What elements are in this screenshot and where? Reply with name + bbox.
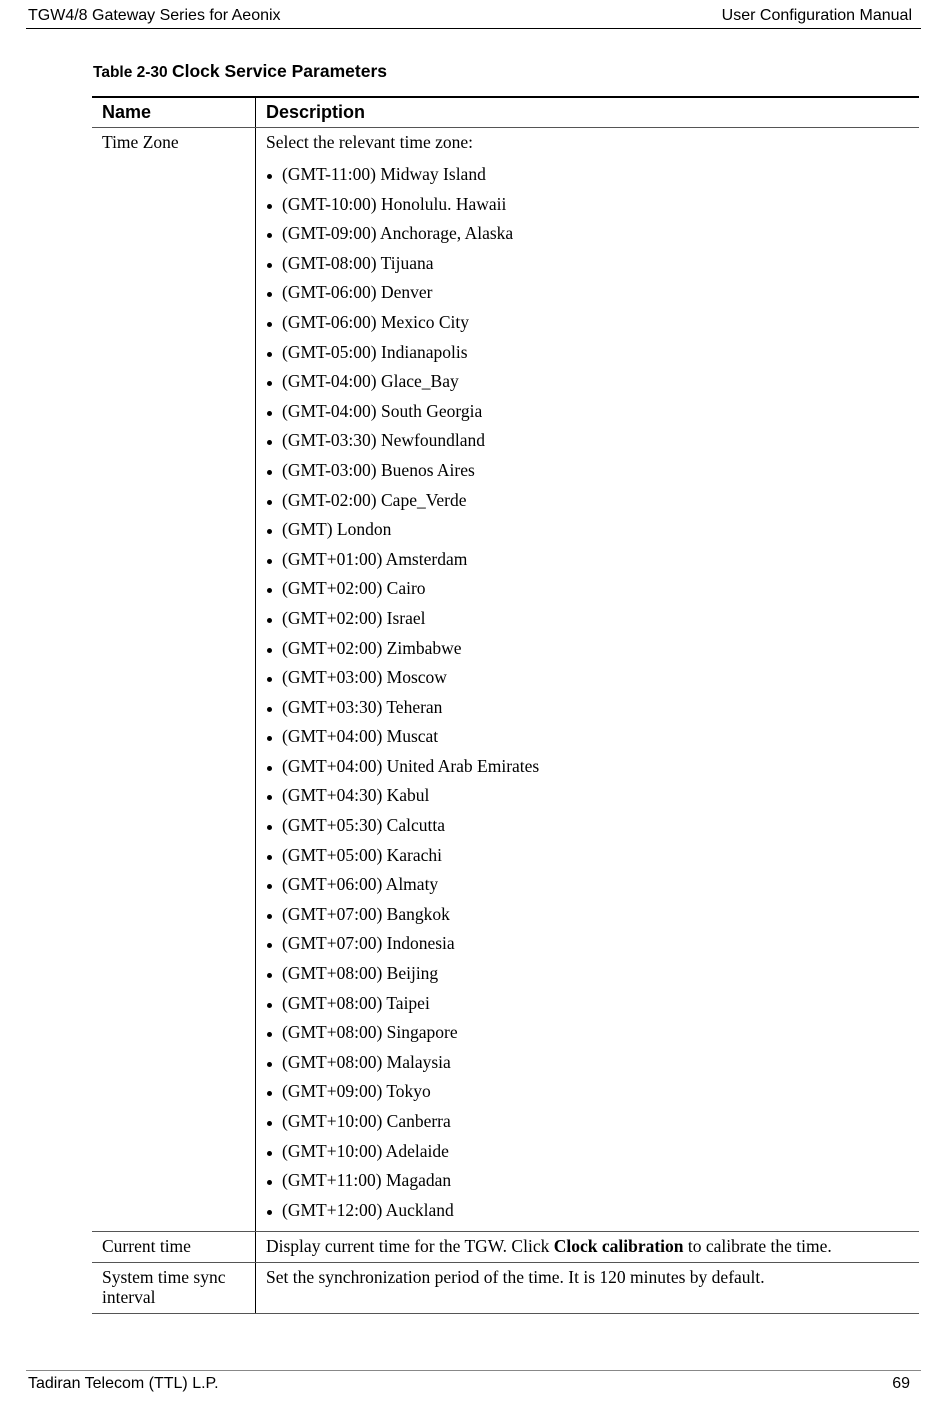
time-zone-option: (GMT+07:00) Bangkok: [266, 900, 909, 930]
clock-calibration-label: Clock calibration: [553, 1236, 684, 1257]
time-zone-option: (GMT+01:00) Amsterdam: [266, 545, 909, 575]
time-zone-option: (GMT-05:00) Indianapolis: [266, 338, 909, 368]
time-zone-option: (GMT+04:00) United Arab Emirates: [266, 752, 909, 782]
time-zone-option: (GMT+02:00) Cairo: [266, 574, 909, 604]
time-zone-list: [266, 160, 909, 1225]
table-row-current-time: [92, 1232, 919, 1263]
param-desc-sync-interval: Set the synchronization period of the time. It is 120 minutes by default.: [256, 1263, 920, 1314]
table-row-sync-interval: [92, 1263, 919, 1314]
time-zone-option: (GMT+10:00) Adelaide: [266, 1137, 909, 1167]
time-zone-option: (GMT+08:00) Singapore: [266, 1018, 909, 1048]
time-zone-option: (GMT-06:00) Mexico City: [266, 308, 909, 338]
company-name: Tadiran Telecom (TTL) L.P.: [28, 1375, 219, 1392]
document-title: TGW4/8 Gateway Series for Aeonix: [28, 7, 281, 24]
page-header: [26, 6, 921, 29]
time-zone-option: (GMT-02:00) Cape_Verde: [266, 486, 909, 516]
time-zone-option: (GMT+06:00) Almaty: [266, 870, 909, 900]
current-time-desc-tail: to calibrate the time.: [683, 1236, 832, 1257]
time-zone-option: (GMT-09:00) Anchorage, Alaska: [266, 219, 909, 249]
time-zone-option: (GMT-11:00) Midway Island: [266, 160, 909, 190]
time-zone-option: (GMT-04:00) Glace_Bay: [266, 367, 909, 397]
time-zone-option: (GMT+08:00) Beijing: [266, 959, 909, 989]
page-footer: [26, 1370, 921, 1397]
column-header-description: Description: [256, 97, 920, 128]
manual-title: User Configuration Manual: [721, 7, 912, 24]
table-title: Clock Service Parameters: [171, 61, 387, 81]
time-zone-option: (GMT+08:00) Malaysia: [266, 1048, 909, 1078]
time-zone-option: (GMT+02:00) Israel: [266, 604, 909, 634]
time-zone-option: (GMT) London: [266, 515, 909, 545]
table-header-row: [92, 97, 919, 128]
clock-service-parameters-table: [92, 96, 919, 1314]
time-zone-option: (GMT+04:30) Kabul: [266, 781, 909, 811]
param-desc-time-zone: [256, 128, 920, 1232]
time-zone-option: (GMT-06:00) Denver: [266, 278, 909, 308]
param-name-current-time: Current time: [92, 1232, 256, 1263]
table-row-time-zone: [92, 128, 919, 1232]
time-zone-intro: Select the relevant time zone:: [266, 132, 473, 152]
time-zone-option: (GMT+07:00) Indonesia: [266, 929, 909, 959]
time-zone-option: (GMT-04:00) South Georgia: [266, 397, 909, 427]
time-zone-option: (GMT+11:00) Magadan: [266, 1166, 909, 1196]
time-zone-option: (GMT-08:00) Tijuana: [266, 249, 909, 279]
column-header-name: Name: [92, 97, 256, 128]
param-name-time-zone: Time Zone: [92, 128, 256, 1232]
param-name-sync-interval: System time sync interval: [92, 1263, 256, 1314]
time-zone-option: (GMT+02:00) Zimbabwe: [266, 634, 909, 664]
time-zone-option: (GMT-10:00) Honolulu. Hawaii: [266, 190, 909, 220]
table-caption: [93, 61, 387, 82]
time-zone-option: (GMT+05:30) Calcutta: [266, 811, 909, 841]
time-zone-option: (GMT+08:00) Taipei: [266, 989, 909, 1019]
time-zone-option: (GMT+03:30) Teheran: [266, 693, 909, 723]
time-zone-option: (GMT-03:00) Buenos Aires: [266, 456, 909, 486]
time-zone-option: (GMT+09:00) Tokyo: [266, 1077, 909, 1107]
time-zone-option: (GMT+04:00) Muscat: [266, 722, 909, 752]
time-zone-option: (GMT+12:00) Auckland: [266, 1196, 909, 1226]
time-zone-option: (GMT-03:30) Newfoundland: [266, 426, 909, 456]
table-number: Table 2-30: [93, 64, 168, 81]
page-number: 69: [892, 1375, 910, 1392]
param-desc-current-time: [256, 1232, 920, 1263]
time-zone-option: (GMT+10:00) Canberra: [266, 1107, 909, 1137]
time-zone-option: (GMT+05:00) Karachi: [266, 841, 909, 871]
time-zone-option: (GMT+03:00) Moscow: [266, 663, 909, 693]
current-time-desc-text: Display current time for the TGW. Click: [266, 1236, 554, 1257]
